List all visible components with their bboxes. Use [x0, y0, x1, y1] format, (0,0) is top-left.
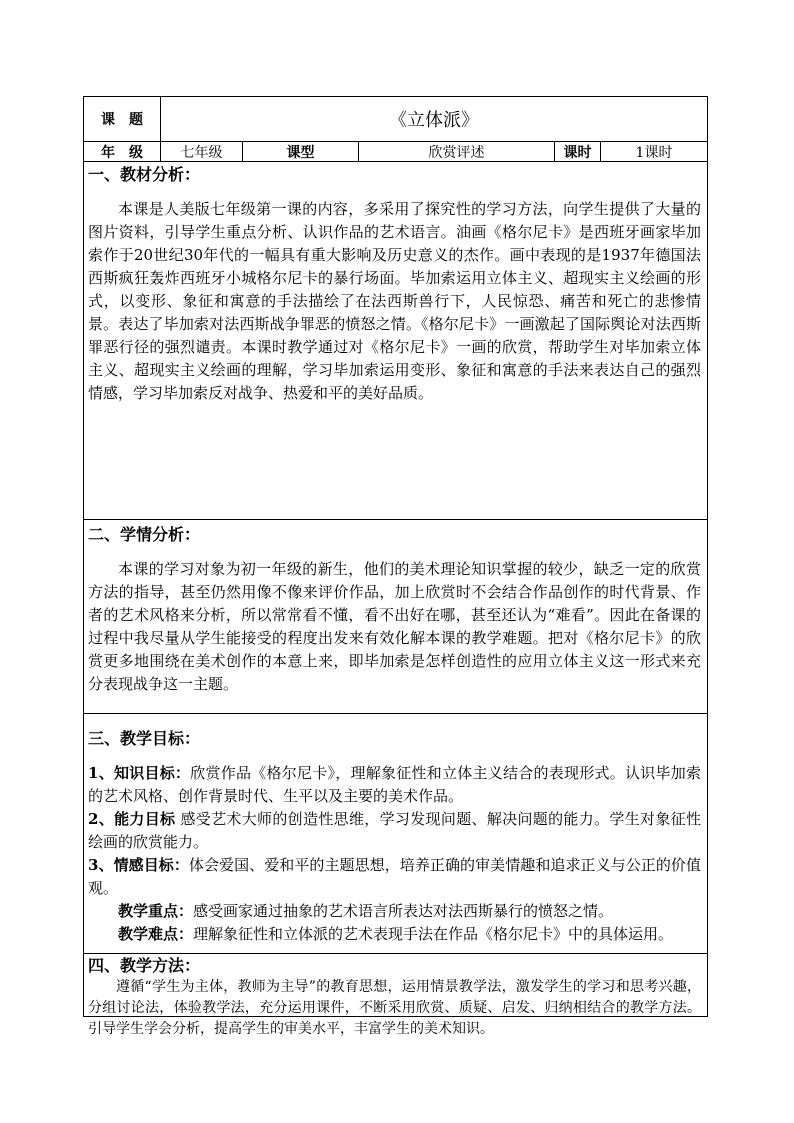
hours-label: 课时: [554, 142, 600, 161]
knowledge-goal-text: 欣赏作品《格尔尼卡》，理解象征性和立体主义结合的表现形式。认识毕加索的艺术风格、创作背景时代、生平以及主要的美术作品。: [88, 764, 701, 805]
topic-row: [84, 97, 707, 141]
grade-value: 七年级: [160, 142, 242, 161]
ability-goal: [88, 808, 701, 854]
ability-goal-label: 2、能力目标: [88, 810, 176, 828]
key-point-text: 感受画家通过抽象的艺术语言所表达对法西斯暴行的愤怒之情。: [193, 902, 614, 920]
lesson-title: 《立体派》: [160, 97, 707, 141]
knowledge-goal: [88, 762, 701, 808]
type-label: 课型: [242, 142, 358, 161]
type-value: 欣赏评述: [358, 142, 554, 161]
knowledge-goal-label: 1、知识目标：: [88, 764, 191, 782]
teaching-goals-heading: 三、教学目标：: [88, 729, 201, 748]
textbook-analysis-text: 本课是人美版七年级第一课的内容，多采用了探究性的学习方法，向学生提供了大量的图片资料，引导学生重点分析、认识作品的艺术语言。油画《格尔尼卡》是西班牙画家毕加索作于20世纪30年代的一幅具有重大影响及历史意义的杰作。画中表现的是1937年德国法西斯疯狂轰炸西班牙小城格尔尼卡的暴行场面。毕加索运用立体主义、超现实主义绘画的形式，以变形、象征和寓意的手法描绘了在法西斯兽行下，人民惊恐、痛苦和死亡的悲惨情景。表达了毕加索对法西斯战争罪恶的愤怒之情。《格尔尼卡》一画激起了国际舆论对法西斯罪恶行径的强烈谴责。本课时教学通过对《格尔尼卡》一画的欣赏，帮助学生对毕加索立体主义、超现实主义绘画的理解，学习毕加索运用变形、象征和寓意的手法来表达自己的强烈情感，学习毕加索反对战争、热爱和平的美好品质。: [88, 200, 701, 402]
difficulty-point-text: 理解象征性和立体派的艺术表现手法在作品《格尔尼卡》中的具体运用。: [193, 925, 674, 943]
learner-analysis-section: [84, 519, 707, 713]
textbook-analysis-heading: 一、教材分析：: [88, 165, 201, 184]
emotion-goal-label: 3、情感目标：: [88, 856, 189, 874]
difficulty-point-label: 教学难点：: [118, 925, 194, 943]
grade-label: 年 级: [101, 144, 143, 161]
lesson-plan-table: [83, 96, 708, 1037]
learner-analysis-heading: 二、学情分析：: [88, 525, 201, 544]
meta-row: [84, 141, 707, 161]
hours-value: 1课时: [600, 142, 707, 161]
topic-label: 课 题: [101, 112, 143, 128]
emotion-goal-text: 体会爱国、爱和平的主题思想，培养正确的审美情趣和追求正义与公正的价值观。: [88, 856, 701, 897]
teaching-methods-text: 遵循“学生为主体，教师为主导”的教育思想，运用情景教学法，激发学生的学习和思考兴趣，分组讨论法，体验教学法，充分运用课件，不断采用欣赏、质疑、启发、归纳相结合的教学方法。引导学生学会分析，提高学生的审美水平，丰富学生的美术知识。: [88, 979, 701, 1037]
difficulty-point: [88, 923, 701, 946]
teaching-methods-heading: 四、教学方法：: [88, 956, 201, 975]
teaching-goals-section: [84, 713, 707, 953]
teaching-methods-section: [84, 953, 707, 1037]
ability-goal-text: 感受艺术大师的创造性思维，学习发现问题、解决问题的能力。学生对象征性绘画的欣赏能力。: [88, 810, 701, 851]
learner-analysis-text: 本课的学习对象为初一年级的新生，他们的美术理论知识掌握的较少，缺乏一定的欣赏方法的指导，甚至仍然用像不像来评价作品，加上欣赏时不会结合作品创作的时代背景、作者的艺术风格来分析，所以常常看不懂，看不出好在哪，甚至还认为“难看”。因此在备课的过程中我尽量从学生能接受的程度出发来有效化解本课的教学难题。把对《格尔尼卡》的欣赏更多地围绕在美术创作的本意上来，即毕加索是怎样创造性的应用立体主义这一形式来充分表现战争这一主题。: [88, 560, 701, 693]
key-point-label: 教学重点：: [118, 902, 194, 920]
textbook-analysis-section: [84, 161, 707, 519]
emotion-goal: [88, 854, 701, 900]
key-point: [88, 900, 701, 923]
